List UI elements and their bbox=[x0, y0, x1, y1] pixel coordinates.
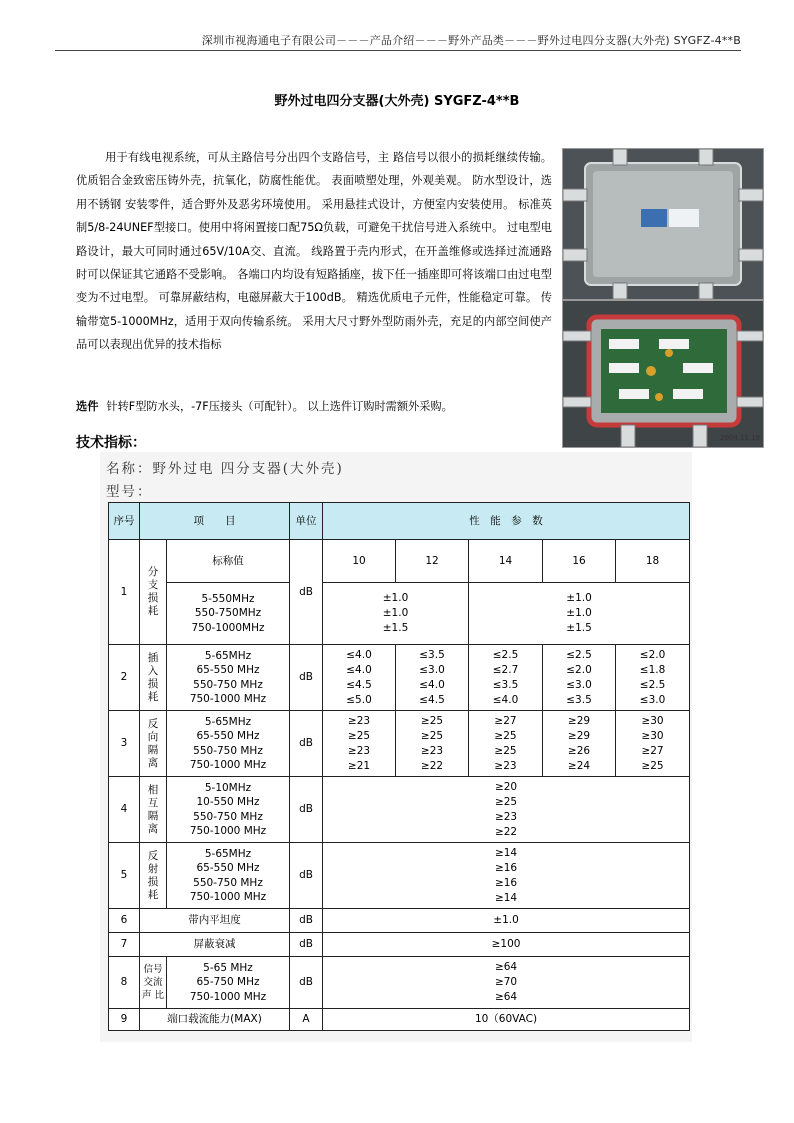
header-no: 序号 bbox=[109, 503, 140, 540]
product-photo-open bbox=[562, 300, 764, 448]
cell-value: ±1.0 ±1.0 ±1.5 bbox=[323, 583, 469, 645]
cell-value: ±1.0 bbox=[323, 909, 690, 933]
row-name: 分 支 损 耗 bbox=[140, 540, 167, 645]
spec-table bbox=[108, 502, 690, 1031]
table-row bbox=[109, 909, 690, 933]
row-name: 反 向 隔 离 bbox=[140, 711, 167, 777]
row-freqs: 5-65MHz 65-550 MHz 550-750 MHz 750-1000 MHz bbox=[167, 645, 290, 711]
table-row bbox=[109, 933, 690, 957]
cell-value: ≤2.5 ≤2.7 ≤3.5 ≤4.0 bbox=[469, 645, 543, 711]
table-row bbox=[109, 957, 690, 1009]
row-unit: dB bbox=[290, 933, 323, 957]
table-row bbox=[109, 1009, 690, 1031]
cell-value: ≥23 ≥25 ≥23 ≥21 bbox=[323, 711, 396, 777]
row-no: 8 bbox=[109, 957, 140, 1009]
row-unit: dB bbox=[290, 843, 323, 909]
header-item: 项 目 bbox=[140, 503, 290, 540]
header-unit: 单位 bbox=[290, 503, 323, 540]
row-freqs: 5-65 MHz 65-750 MHz 750-1000 MHz bbox=[167, 957, 290, 1009]
nominal-label: 标称值 bbox=[167, 540, 290, 583]
cell-value: ≥100 bbox=[323, 933, 690, 957]
row-no: 5 bbox=[109, 843, 140, 909]
table-row bbox=[109, 843, 690, 909]
table-row bbox=[109, 645, 690, 711]
row-name: 反 射 损 耗 bbox=[140, 843, 167, 909]
nominal-value: 18 bbox=[616, 540, 690, 583]
row-item: 带内平坦度 bbox=[140, 909, 290, 933]
table-row bbox=[109, 583, 690, 645]
header-rule bbox=[55, 50, 741, 51]
cell-value: ≥14 ≥16 ≥16 ≥14 bbox=[323, 843, 690, 909]
options-text: 针转F型防水头，-7F压接头（可配针）。 以上选件订购时需额外采购。 bbox=[106, 400, 453, 413]
nominal-value: 14 bbox=[469, 540, 543, 583]
row-no: 7 bbox=[109, 933, 140, 957]
row-unit: dB bbox=[290, 777, 323, 843]
cell-value: 10（60VAC) bbox=[323, 1009, 690, 1031]
row-name: 插 入 损 耗 bbox=[140, 645, 167, 711]
cell-value: ≥29 ≥29 ≥26 ≥24 bbox=[543, 711, 616, 777]
row-no: 6 bbox=[109, 909, 140, 933]
row-freqs: 5-550MHz 550-750MHz 750-1000MHz bbox=[167, 583, 290, 645]
table-row bbox=[109, 777, 690, 843]
cell-value: ≥25 ≥25 ≥23 ≥22 bbox=[396, 711, 469, 777]
row-freqs: 5-65MHz 65-550 MHz 550-750 MHz 750-1000 MHz bbox=[167, 711, 290, 777]
row-name: 相 互 隔 离 bbox=[140, 777, 167, 843]
cell-value: ≤4.0 ≤4.0 ≤4.5 ≤5.0 bbox=[323, 645, 396, 711]
table-row bbox=[109, 540, 690, 583]
row-unit: dB bbox=[290, 957, 323, 1009]
cell-value: ≥27 ≥25 ≥25 ≥23 bbox=[469, 711, 543, 777]
spec-product-name: 名称：野外过电 四分支器(大外壳) bbox=[106, 461, 344, 477]
cell-value: ≥64 ≥70 ≥64 bbox=[323, 957, 690, 1009]
cell-value: ≥20 ≥25 ≥23 ≥22 bbox=[323, 777, 690, 843]
page-header: 深圳市视海通电子有限公司－－－产品介绍－－－野外产品类－－－野外过电四分支器(大外壳) SYGFZ-4**B bbox=[201, 34, 741, 47]
cell-value: ±1.0 ±1.0 ±1.5 bbox=[469, 583, 690, 645]
spec-model-label: 型号： bbox=[106, 484, 153, 500]
row-no: 9 bbox=[109, 1009, 140, 1031]
cell-value: ≤2.0 ≤1.8 ≤2.5 ≤3.0 bbox=[616, 645, 690, 711]
row-item: 端口载流能力(MAX) bbox=[140, 1009, 290, 1031]
row-no: 4 bbox=[109, 777, 140, 843]
row-no: 3 bbox=[109, 711, 140, 777]
row-unit: dB bbox=[290, 645, 323, 711]
table-row bbox=[109, 711, 690, 777]
options-label: 选件 bbox=[76, 400, 99, 413]
page-title: 野外过电四分支器(大外壳) SYGFZ-4**B bbox=[274, 94, 520, 109]
header-params: 性 能 参 数 bbox=[323, 503, 690, 540]
row-name: 信号 交流 声 比 bbox=[140, 957, 167, 1009]
cell-value: ≥30 ≥30 ≥27 ≥25 bbox=[616, 711, 690, 777]
row-unit: A bbox=[290, 1009, 323, 1031]
row-freqs: 5-65MHz 65-550 MHz 550-750 MHz 750-1000 MHz bbox=[167, 843, 290, 909]
options-line bbox=[76, 398, 556, 414]
enclosure-closed-illustration bbox=[563, 149, 763, 299]
product-photo-closed bbox=[562, 148, 764, 300]
table-header-row bbox=[109, 503, 690, 540]
intro-paragraph: 用于有线电视系统，可从主路信号分出四个支路信号，主 路信号以很小的损耗继续传输。 优质铝合金致密压铸外壳，抗氧化，防腐性能优。 表面喷塑处理，外观美观。 防水型设计，选用不锈钢 安装零件，适合野外及恶劣环境使用。 采用悬挂式设计，方便室内安装使用。 标准英制5/8-24UNEF型接口。使用中将闲置接口配75Ω负载，可避免干扰信号进入系统中。 过电型电路设计，最大可同时通过65V/10A交、直流。 线路置于壳内形式，在开盖维修或选择过流通路时可以保证其它通路不受影响。 各端口内均设有短路插座，拔下任一插座即可将该端口由过电型变为不过电型。 可靠屏蔽结构，电磁屏蔽大于100dB。 精选优质电子元件，性能稳定可靠。 传输带宽5-1000MHz，适用于双向传输系统。 采用大尺寸野外型防雨外壳，充足的内部空间使产品可以表现出优异的技术指标 bbox=[76, 151, 552, 352]
cell-value: ≤3.5 ≤3.0 ≤4.0 ≤4.5 bbox=[396, 645, 469, 711]
row-no: 1 bbox=[109, 540, 140, 645]
nominal-value: 12 bbox=[396, 540, 469, 583]
cell-value: ≤2.5 ≤2.0 ≤3.0 ≤3.5 bbox=[543, 645, 616, 711]
row-unit: dB bbox=[290, 540, 323, 645]
photo-date-mark: 2004.11.18 bbox=[720, 434, 761, 442]
row-no: 2 bbox=[109, 645, 140, 711]
row-unit: dB bbox=[290, 711, 323, 777]
spec-heading: 技术指标： bbox=[76, 435, 146, 451]
row-unit: dB bbox=[290, 909, 323, 933]
row-freqs: 5-10MHz 10-550 MHz 550-750 MHz 750-1000 MHz bbox=[167, 777, 290, 843]
nominal-value: 10 bbox=[323, 540, 396, 583]
row-item: 屏蔽衰减 bbox=[140, 933, 290, 957]
enclosure-open-illustration bbox=[563, 301, 763, 447]
nominal-value: 16 bbox=[543, 540, 616, 583]
